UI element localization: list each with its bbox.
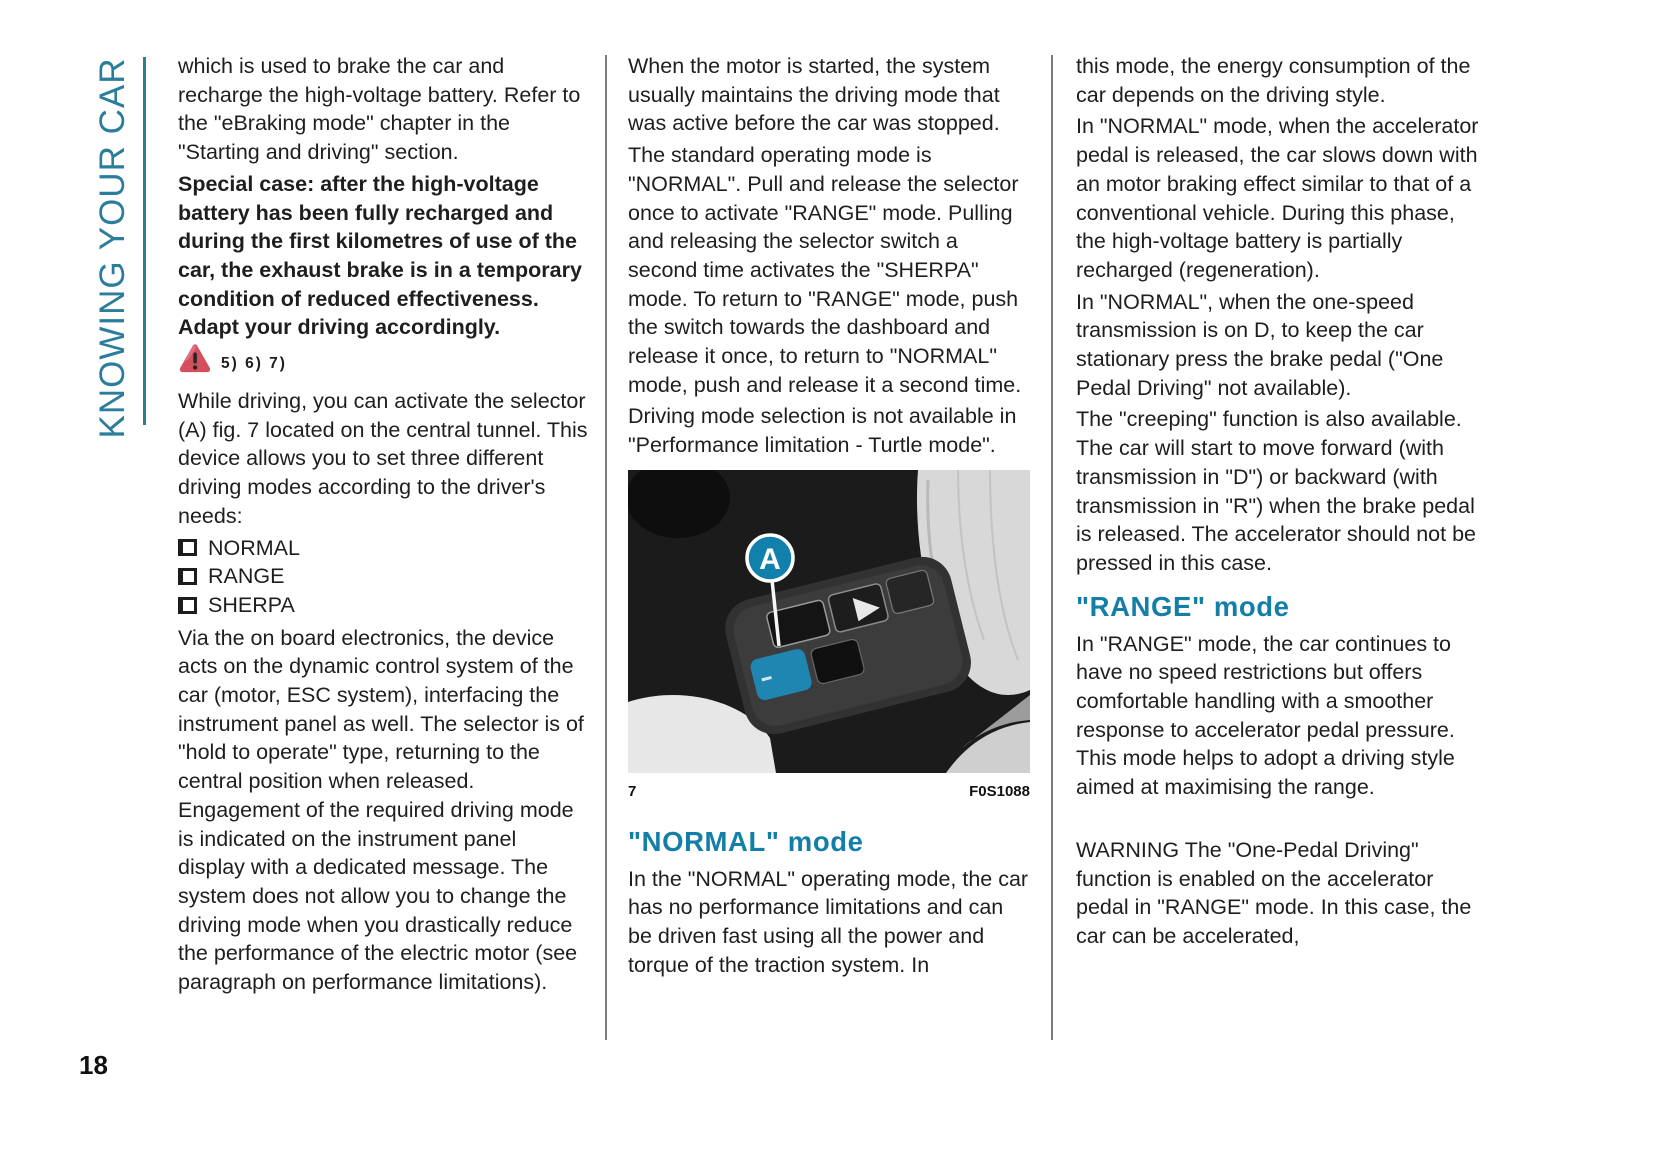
- paragraph: In "RANGE" mode, the car continues to have no speed restrictions but offers comfortable handling with a smoother response to accelerator pedal pressure. This mode helps to adopt a driving style aimed at maximising the range.: [1076, 631, 1455, 800]
- paragraph: The "creeping" function is also available. The car will start to move forward (with transmission in "D") or backward (with transmission in "R") when the brake pedal is released. The accelerator should not be pressed in this case.: [1076, 407, 1476, 575]
- square-bullet-icon: [178, 568, 197, 585]
- list-item: [178, 562, 588, 591]
- text-column-2: [628, 52, 1030, 982]
- footnote-refs: 5) 6) 7): [221, 355, 287, 373]
- figure-number: 7: [628, 782, 637, 800]
- chapter-rule: [143, 57, 146, 425]
- paragraph: In the "NORMAL" operating mode, the car has no performance limitations and can be driven fast using all the power and torque of the traction system. In: [628, 866, 1029, 977]
- paragraph: Via the on board electronics, the device acts on the dynamic control system of the car (motor, ESC system), interfacing the instrument panel as well. The selector is of "hold to operate" type, returning to the central position when released. Engagement of the required driving mode is indicated on the instrument panel display with a dedicated message. The system does not allow you to change the driving mode when you drastically reduce the performance of the electric motor (see paragraph on performance limitations).: [178, 625, 584, 995]
- section-heading-normal-mode: "NORMAL" mode: [628, 825, 864, 857]
- callout-a-letter: A: [759, 542, 781, 576]
- text-column-1: [178, 52, 588, 1000]
- paragraph: In "NORMAL" mode, when the accelerator pedal is released, the car slows down with an motor braking effect similar to that of a conventional vehicle. During this phase, the high-voltage battery is partially recharged (regeneration).: [1076, 114, 1479, 282]
- paragraph: Driving mode selection is not available in "Performance limitation - Turtle mode".: [628, 404, 1017, 458]
- list-item: [178, 534, 588, 563]
- figure-7-photo: [628, 470, 1030, 773]
- page-number: 18: [79, 1050, 108, 1080]
- paragraph: In "NORMAL", when the one-speed transmission is on D, to keep the car stationary press the brake pedal ("One Pedal Driving" not available).: [1076, 289, 1444, 400]
- section-heading-range-mode: "RANGE" mode: [1076, 590, 1290, 622]
- paragraph: The standard operating mode is "NORMAL". Pull and release the selector once to activate "RANGE" mode. Pulling and releasing the selector switch a second time activates the "SHERPA" mode. To return to "RANGE" mode, push the switch towards the dashboard and release it once, to return to "NORMAL" mode, push and release it a second time.: [628, 143, 1022, 397]
- paragraph: this mode, the energy consumption of the car depends on the driving style.: [1076, 54, 1471, 107]
- square-bullet-icon: [178, 539, 197, 556]
- list-item: [178, 591, 588, 620]
- paragraph-bold-special-case: Special case: after the high-voltage battery has been fully recharged and during the first kilometres of use of the car, the exhaust brake is in a temporary condition of reduced effectiveness. Adapt your driving accordingly.: [178, 171, 582, 340]
- warning-triangle-icon: [178, 343, 212, 382]
- paragraph-warning: WARNING The "One-Pedal Driving" function is enabled on the accelerator pedal in "RANGE" mode. In this case, the car can be accelerated,: [1076, 837, 1472, 948]
- list-item-label: NORMAL: [208, 535, 300, 560]
- column-divider: [605, 55, 607, 1040]
- paragraph: which is used to brake the car and recharge the high-voltage battery. Refer to the "eBraking mode" chapter in the "Starting and driving" section.: [178, 54, 581, 165]
- figure-code: F0S1088: [969, 782, 1030, 800]
- square-bullet-icon: [178, 597, 197, 614]
- driving-modes-list: [178, 534, 588, 620]
- text-column-3: [1076, 52, 1484, 954]
- warning-note-row: [178, 349, 588, 382]
- list-item-label: SHERPA: [208, 592, 295, 617]
- list-item-label: RANGE: [208, 564, 285, 589]
- figure-caption: [628, 778, 1030, 807]
- chapter-title-vertical: KNOWING YOUR CAR: [93, 57, 132, 439]
- paragraph: While driving, you can activate the selector (A) fig. 7 located on the central tunnel. This device allows you to set three different driving modes according to the driver's needs:: [178, 389, 588, 528]
- paragraph: When the motor is started, the system usually maintains the driving mode that was active before the car was stopped.: [628, 54, 1000, 136]
- column-divider: [1051, 55, 1053, 1040]
